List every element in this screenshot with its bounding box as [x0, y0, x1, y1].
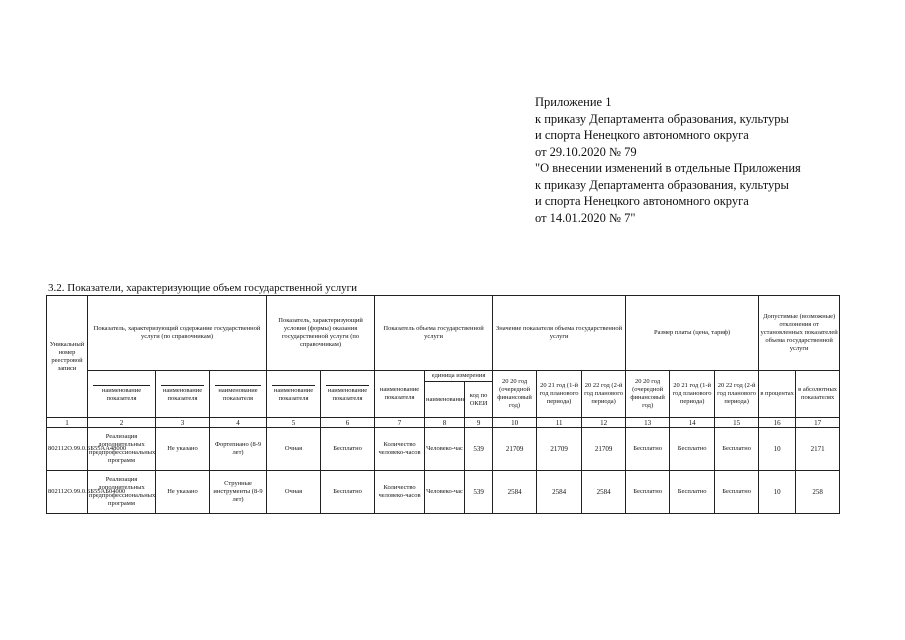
column-number: 5 [267, 418, 321, 428]
column-numbers-row [47, 418, 840, 428]
header-fee-2021: 20 21 год (1-й год планового периода) [670, 371, 715, 418]
header-year-2020: 20 20 год (очередной финансовый год) [493, 371, 537, 418]
header-volume-value: Значение показателя объема государственной услуги [493, 296, 626, 371]
volume-indicators-table [46, 295, 840, 514]
header-line: к приказу Департамента образования, культуры [535, 111, 789, 126]
header-unique-number: Уникальный номер реестровой записи [47, 296, 88, 418]
value-2020: 21709 [493, 428, 537, 471]
header-indicator-name: наименование показателя [88, 371, 156, 418]
column-number: 6 [321, 418, 375, 428]
header-unit: единица измерения [425, 371, 493, 382]
column-number: 17 [796, 418, 840, 428]
column-number: 4 [210, 418, 267, 428]
fee-2021: Бесплатно [670, 428, 715, 471]
column-number: 8 [425, 418, 465, 428]
unit-name: Человеко-час [425, 428, 465, 471]
service-content: Реализация дополнительных предпрофессиональных программ [88, 471, 156, 514]
column-number: 14 [670, 418, 715, 428]
header-indicator-name: наименование показателя [210, 371, 267, 418]
header-indicator-name: наименование показателя [267, 371, 321, 418]
header-line: Приложение 1 [535, 95, 612, 109]
okei-code: 539 [465, 471, 493, 514]
form-value: Очная [267, 428, 321, 471]
deviation-absolute: 2171 [796, 428, 840, 471]
column-number: 3 [156, 418, 210, 428]
header-deviation: Допустимые (возможные) отклонения от установленных показателей объема государственной услуги [759, 296, 840, 371]
value-2021: 21709 [537, 428, 582, 471]
header-year-2022: 20 22 год (2-й год планового периода) [582, 371, 626, 418]
table-row [47, 428, 840, 471]
volume-name: Количество человеко-часов [375, 471, 425, 514]
header-absolute: в абсолютных показателях [796, 371, 840, 418]
appendix-header [535, 94, 801, 226]
indicator-value: Струнные инструменты (8-9 лет) [210, 471, 267, 514]
value-2020: 2584 [493, 471, 537, 514]
deviation-percent: 10 [759, 471, 796, 514]
header-year-2021: 20 21 год (1-й год планового периода) [537, 371, 582, 418]
header-volume-name: наименование показателя [375, 371, 425, 418]
indicator-value: Не указано [156, 471, 210, 514]
table-row [47, 471, 840, 514]
section-title: 3.2. Показатели, характеризующие объем государственной услуги [48, 282, 357, 294]
indicator-value: Фортепиано (8-9 лет) [210, 428, 267, 471]
value-2021: 2584 [537, 471, 582, 514]
header-line: от 29.10.2020 № 79 [535, 144, 637, 159]
condition-value: Бесплатно [321, 471, 375, 514]
header-fee-2020: 20 20 год (очередной финансовый год) [626, 371, 670, 418]
header-percent: в процентах [759, 371, 796, 418]
header-line: и спорта Ненецкого автономного округа [535, 128, 749, 142]
header-indicator-name: наименование показателя [156, 371, 210, 418]
service-content: Реализация дополнительных предпрофессиональных программ [88, 428, 156, 471]
header-content-indicator: Показатель, характеризующий содержание государственной услуги (по справочникам) [88, 296, 267, 371]
header-unit-name: наименование [425, 382, 465, 418]
column-number: 2 [88, 418, 156, 428]
deviation-percent: 10 [759, 428, 796, 471]
registry-number: 802112О.99.0.ББ55АА48000 [47, 428, 88, 471]
condition-value: Бесплатно [321, 428, 375, 471]
column-number: 12 [582, 418, 626, 428]
column-number: 9 [465, 418, 493, 428]
column-number: 10 [493, 418, 537, 428]
header-volume-indicator: Показатель объема государственной услуги [375, 296, 493, 371]
fee-2020: Бесплатно [626, 471, 670, 514]
value-2022: 2584 [582, 471, 626, 514]
column-number: 13 [626, 418, 670, 428]
header-okei-code: код по ОКЕИ [465, 382, 493, 418]
volume-name: Количество человеко-часов [375, 428, 425, 471]
fee-2022: Бесплатно [715, 428, 759, 471]
column-number: 7 [375, 418, 425, 428]
header-line: и спорта Ненецкого автономного округа [535, 194, 749, 208]
okei-code: 539 [465, 428, 493, 471]
indicator-value: Не указано [156, 428, 210, 471]
header-line: от 14.01.2020 № 7" [535, 210, 636, 225]
column-number: 15 [715, 418, 759, 428]
fee-2020: Бесплатно [626, 428, 670, 471]
fee-2021: Бесплатно [670, 471, 715, 514]
header-line: "О внесении изменений в отдельные Приложения [535, 161, 801, 175]
unit-name: Человеко-час [425, 471, 465, 514]
column-number: 16 [759, 418, 796, 428]
header-line: к приказу Департамента образования, культуры [535, 177, 789, 192]
header-fee-2022: 20 22 год (2-й год планового периода) [715, 371, 759, 418]
header-indicator-name: наименование показателя [321, 371, 375, 418]
registry-number: 802112О.99.0.ББ55АБ04000 [47, 471, 88, 514]
header-conditions-indicator: Показатель, характеризующий условия (формы) оказания государственной услуги (по справочникам) [267, 296, 375, 371]
fee-2022: Бесплатно [715, 471, 759, 514]
column-number: 11 [537, 418, 582, 428]
value-2022: 21709 [582, 428, 626, 471]
form-value: Очная [267, 471, 321, 514]
deviation-absolute: 258 [796, 471, 840, 514]
header-fee: Размер платы (цена, тариф) [626, 296, 759, 371]
column-number: 1 [47, 418, 88, 428]
